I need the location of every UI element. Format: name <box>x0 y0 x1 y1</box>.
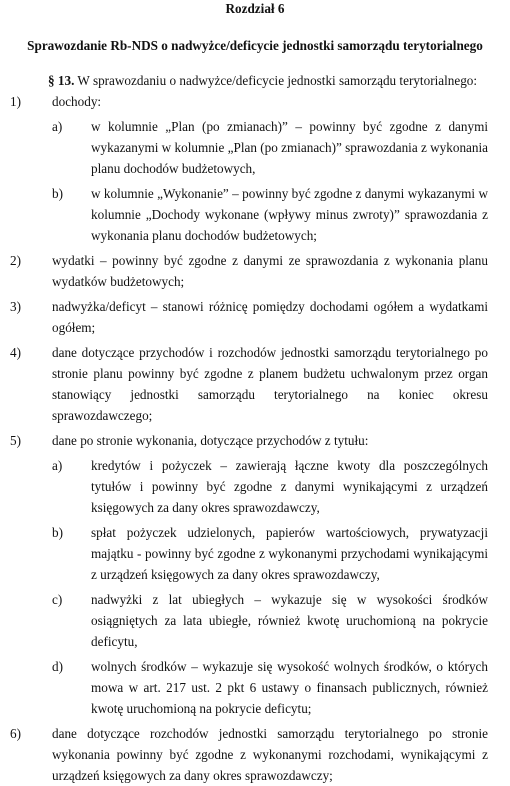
paragraph-mark: § 13. <box>48 73 75 88</box>
sub-item-letter: a) <box>52 119 63 134</box>
sub-item <box>0 589 510 652</box>
item-number: 1) <box>10 94 21 109</box>
sub-item-letter: b) <box>52 525 63 540</box>
item-number: 3) <box>10 299 21 314</box>
list-item <box>0 296 510 338</box>
sub-item <box>0 183 510 246</box>
item-number: 5) <box>10 433 21 448</box>
list-item <box>0 723 510 786</box>
item-text: dane dotyczące rozchodów jednostki samorządu terytorialnego po stronie wykonania powinny być zgodne z wykonanymi rozchodami, wynikającymi z urządzeń księgowych za dany okres sprawozdawczy; <box>52 726 488 783</box>
item-number: 4) <box>10 345 21 360</box>
item-text: wydatki – powinny być zgodne z danymi ze sprawozdania z wykonania planu wydatków budżetowych; <box>52 253 488 289</box>
sub-item-letter: d) <box>52 659 63 674</box>
list-item <box>0 342 510 426</box>
intro-paragraph <box>48 70 488 91</box>
item-text: dane po stronie wykonania, dotyczące przychodów z tytułu: <box>52 433 369 448</box>
sub-item-letter: c) <box>52 592 63 607</box>
sub-item-text: w kolumnie „Plan (po zmianach)” – powinny być zgodne z danymi wykazanymi w kolumnie „Plan (po zmianach)” sprawozdania z wykonania planu dochodów budżetowych, <box>91 119 488 176</box>
sub-item-text: kredytów i pożyczek – zawierają łączne kwoty dla poszczególnych tytułów i powinny być zgodne z danymi wynikającymi z urządzeń księgowych za dany okres sprawozdawczy, <box>91 458 488 515</box>
sub-item-text: wolnych środków – wykazuje się wysokość wolnych środków, o których mowa w art. 217 ust. 2 pkt 6 ustawy o finansach publicznych, również kwotę uruchomioną na pokrycie deficytu; <box>91 659 488 716</box>
sub-item <box>0 656 510 719</box>
item-text: nadwyżka/deficyt – stanowi różnicę pomiędzy dochodami ogółem a wydatkami ogółem; <box>52 299 488 335</box>
list-item <box>0 430 510 451</box>
sub-item-letter: b) <box>52 186 63 201</box>
list-item <box>0 91 510 112</box>
item-text: dane dotyczące przychodów i rozchodów jednostki samorządu terytorialnego po stronie planu powinny być zgodne z planem budżetu uchwalonym przez organ stanowiący jednostki samorządu terytorialnego na koniec okresu sprawozdawczego; <box>52 345 488 423</box>
sub-item-text: spłat pożyczek udzielonych, papierów wartościowych, prywatyzacji majątku - powinny być zgodne z wykonanymi przychodami wynikającymi z urządzeń księgowych za dany okres sprawozdawczy, <box>91 525 488 582</box>
sub-item-text: w kolumnie „Wykonanie” – powinny być zgodne z danymi wykazanymi w kolumnie „Dochody wykonane (wpływy minus zwroty)” sprawozdania z wykonania planu dochodów budżetowych; <box>91 186 488 243</box>
item-number: 2) <box>10 253 21 268</box>
sub-item <box>0 522 510 585</box>
item-number: 6) <box>10 726 21 741</box>
sub-item <box>0 116 510 179</box>
intro-text: W sprawozdaniu o nadwyżce/deficycie jednostki samorządu terytorialnego: <box>74 73 478 88</box>
sub-item-text: nadwyżki z lat ubiegłych – wykazuje się w wysokości środków osiągniętych za lata ubiegłe, również kwotę uruchomioną na pokrycie deficytu, <box>91 592 488 649</box>
list-item <box>0 250 510 292</box>
sub-item-letter: a) <box>52 458 63 473</box>
item-text: dochody: <box>52 94 102 109</box>
chapter-title: Rozdział 6 <box>225 1 285 16</box>
sub-item <box>0 455 510 518</box>
item-list <box>0 91 510 786</box>
section-title: Sprawozdanie Rb-NDS o nadwyżce/deficycie jednostki samorządu terytorialnego <box>27 38 483 53</box>
